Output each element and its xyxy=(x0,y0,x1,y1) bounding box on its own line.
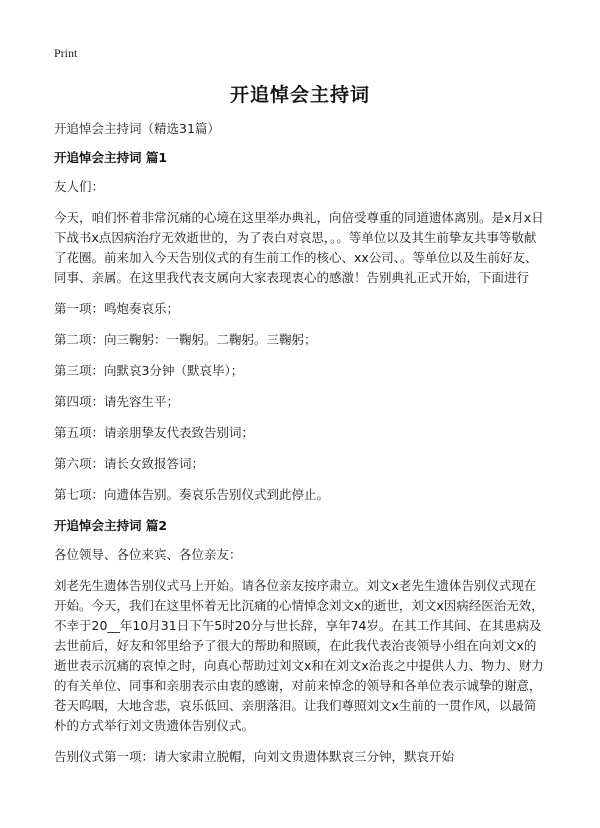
section-1-greeting: 友人们： xyxy=(54,179,105,194)
section-1-heading: 开追悼会主持词 篇1 xyxy=(54,150,168,165)
step-item: 第二项：向三鞠躬：一鞠躬。二鞠躬。三鞠躬； xyxy=(54,332,317,347)
step-item: 第三项：向默哀3分钟（默哀毕）； xyxy=(54,363,244,378)
step-item: 第一项：鸣炮奏哀乐； xyxy=(54,301,180,316)
section-2-heading: 开追悼会主持词 篇2 xyxy=(54,518,168,533)
print-label: Print xyxy=(54,46,78,60)
step-item: 第五项：请亲朋挚友代表致告别词； xyxy=(54,425,255,440)
step-item: 第六项：请长女致报答词； xyxy=(54,456,205,471)
section-2-body: 刘老先生遗体告别仪式马上开始。请各位亲友按序肃立。刘文x老先生遗体告别仪式现在开始。今天，我们在这里怀着无比沉痛的心情悼念刘文x的逝世，刘文x因病经医治无效，不幸于20__年10月31日下午5时20分与世长辞，享年74岁。在其工作其间、在其患病及去世前后，好友和邻里给予了很大的帮助和照顾，在此我代表治丧领导小组在向刘文x的逝世表示沉痛的哀悼之时，向真心帮助过刘文x和在刘文x治丧之中提供人力、物力、财力的有关单位、同事和亲朋表示由衷的感谢，对前来悼念的领导和各单位表示诚挚的谢意，苍天呜咽，大地含悲，哀乐低回、亲朋落泪。让我们尊照刘文x生前的一贯作风，以最简朴的方式举行刘文贵遗体告别仪式。 xyxy=(54,578,544,733)
section-2-last-line: 告别仪式第一项：请大家肃立脱帽，向刘文贵遗体默哀三分钟，默哀开始 xyxy=(54,749,455,764)
document-body xyxy=(54,119,548,778)
subtitle: 开追悼会主持词（精选31篇） xyxy=(54,121,220,136)
section-2-greeting: 各位领导、各位来宾、各位亲友： xyxy=(54,547,242,562)
section-1-intro: 今天，咱们怀着非常沉痛的心境在这里举办典礼，向倍受尊重的同道遗体离别。是x月x日下战书x点因病治疗无效逝世的，为了表白对哀思，。。等单位以及其生前挚友共事等敬献了花圈。前来加入今天告别仪式的有生前工作的核心、xx公司、。等单位以及生前好友、同事、亲属。在这里我代表支属向大家表现衷心的感激！告别典礼正式开始，下面进行 xyxy=(54,210,544,285)
step-item: 第七项：向遗体告别。奏哀乐告别仪式到此停止。 xyxy=(54,487,330,502)
step-item: 第四项：请先容生平； xyxy=(54,394,180,409)
page-title: 开追悼会主持词 xyxy=(229,84,370,106)
